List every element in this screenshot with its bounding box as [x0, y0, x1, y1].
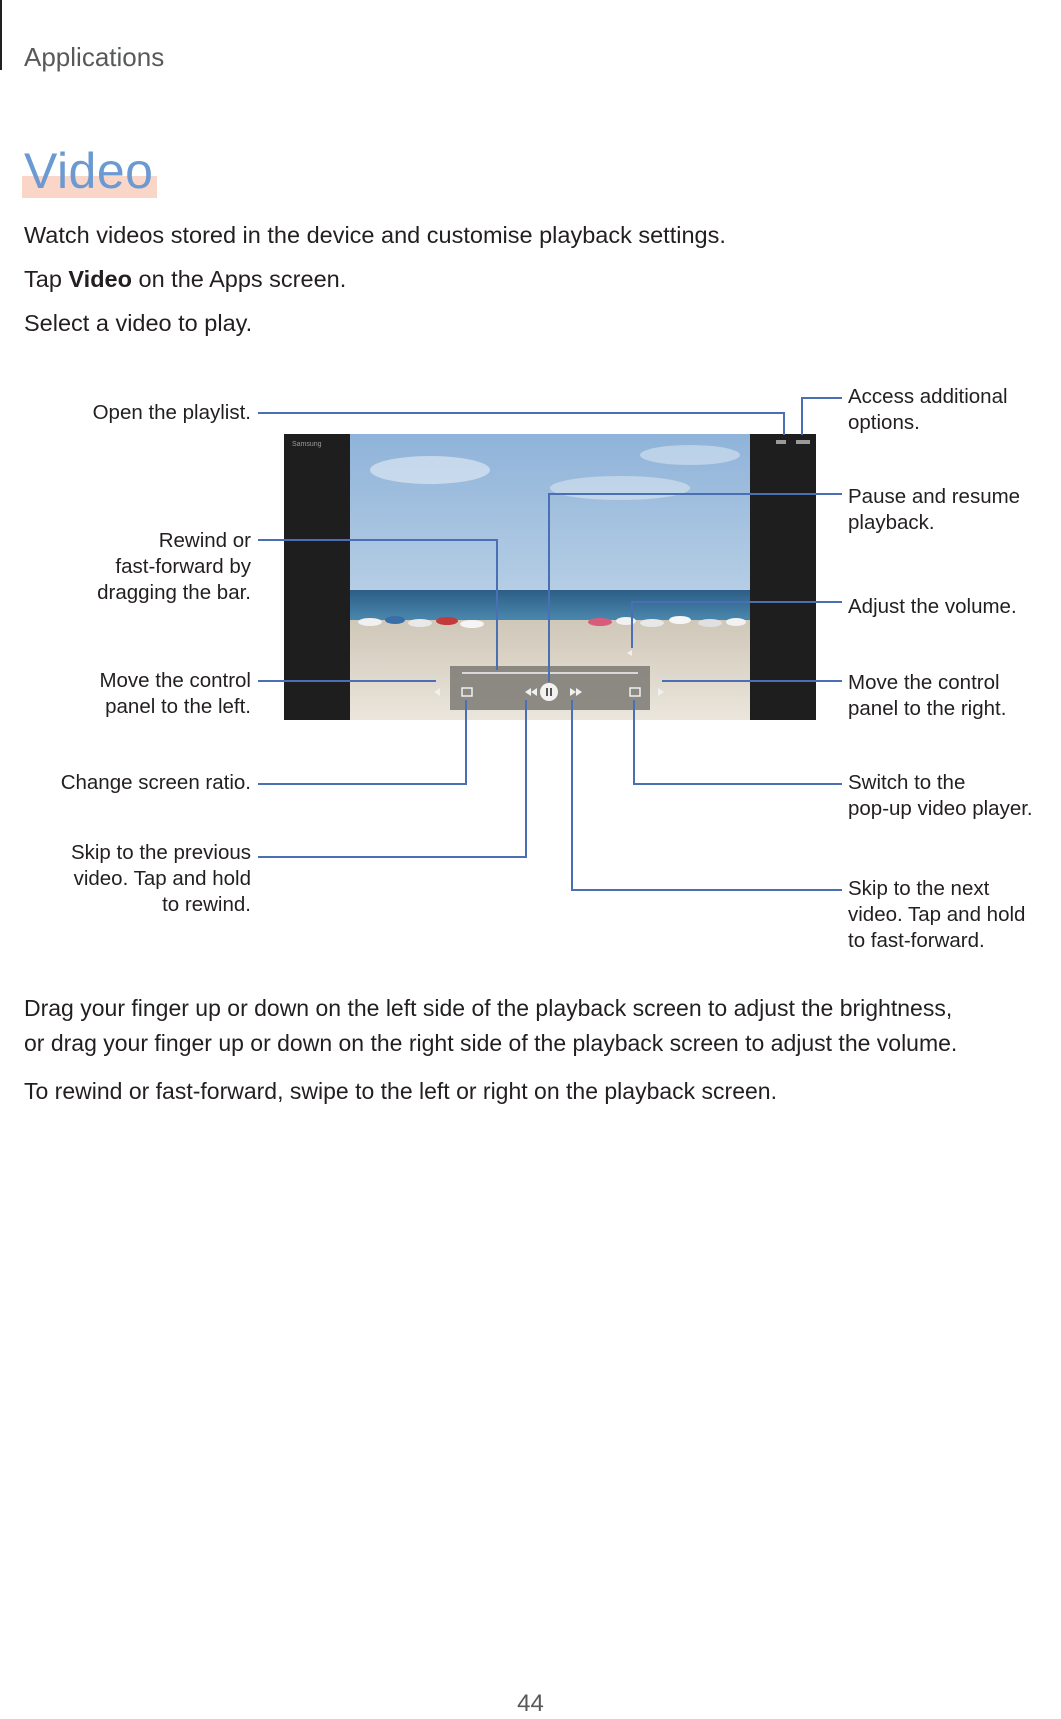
callout-move-left: [99, 668, 251, 720]
pause-icon[interactable]: [540, 683, 558, 701]
leader-playlist: [258, 413, 784, 435]
body-paragraph-1-line-1: Drag your finger up or down on the left side of the playback screen to adjust the brightness,: [24, 995, 953, 1021]
leader-options: [802, 398, 842, 435]
callout-rewind-line: dragging the bar.: [97, 581, 251, 604]
callout-next-line: video. Tap and hold: [848, 903, 1026, 926]
callout-move-right: [848, 670, 1006, 722]
callout-move-right-line: panel to the right.: [848, 697, 1007, 720]
cloud: [370, 456, 490, 484]
callout-pause: [848, 484, 1020, 536]
intro-line-2-prefix: Tap: [24, 266, 69, 292]
callout-move-left-line: panel to the left.: [105, 695, 251, 718]
leader-next: [572, 700, 842, 890]
callout-previous-line: video. Tap and hold: [73, 867, 251, 890]
callout-pause-line: playback.: [848, 511, 935, 534]
callout-popup-line: Switch to the: [848, 771, 966, 794]
callout-next-line: to fast-forward.: [848, 929, 985, 952]
callout-rewind: [97, 528, 251, 606]
page-title: Video: [24, 143, 154, 199]
intro-line-1: Watch videos stored in the device and customise playback settings.: [24, 222, 726, 248]
callout-open-playlist: Open the playlist.: [92, 401, 251, 424]
cloud: [550, 476, 690, 500]
leader-previous: [258, 700, 526, 857]
screen-top-label: Samsung: [292, 441, 322, 448]
callout-move-right-line: Move the control: [848, 671, 1000, 694]
callout-rewind-line: fast-forward by: [115, 555, 251, 578]
playlist-icon[interactable]: [776, 440, 786, 444]
callout-screen-ratio: Change screen ratio.: [60, 771, 251, 794]
callout-next: [848, 876, 1025, 954]
intro-line-3: Select a video to play.: [24, 310, 253, 336]
callout-previous-line: Skip to the previous: [70, 841, 251, 864]
callout-next-line: Skip to the next: [848, 877, 990, 900]
body-paragraph-2: To rewind or fast-forward, swipe to the left or right on the playback screen.: [24, 1078, 777, 1104]
body-paragraph-1-line-2: or drag your finger up or down on the right side of the playback screen to adjust the volume.: [24, 1030, 958, 1056]
callout-popup-line: pop-up video player.: [848, 797, 1033, 820]
callout-options-line: options.: [848, 411, 920, 434]
callout-options-line: Access additional: [848, 385, 1008, 408]
callout-options: [848, 384, 1008, 436]
callout-previous: [71, 840, 251, 918]
callout-move-left-line: Move the control: [99, 669, 251, 692]
callout-rewind-line: Rewind or: [158, 529, 251, 552]
intro-line-2-suffix: on the Apps screen.: [131, 266, 347, 292]
more-options-icon[interactable]: [796, 440, 810, 444]
callout-pause-line: Pause and resume: [848, 485, 1021, 508]
running-header: Applications: [24, 42, 165, 72]
video-app-name: Video: [68, 266, 132, 292]
cloud: [640, 445, 740, 465]
callout-popup: [848, 770, 1033, 822]
callout-volume: Adjust the volume.: [848, 595, 1017, 618]
page-number: 44: [517, 1690, 544, 1717]
callout-previous-line: to rewind.: [162, 893, 251, 916]
